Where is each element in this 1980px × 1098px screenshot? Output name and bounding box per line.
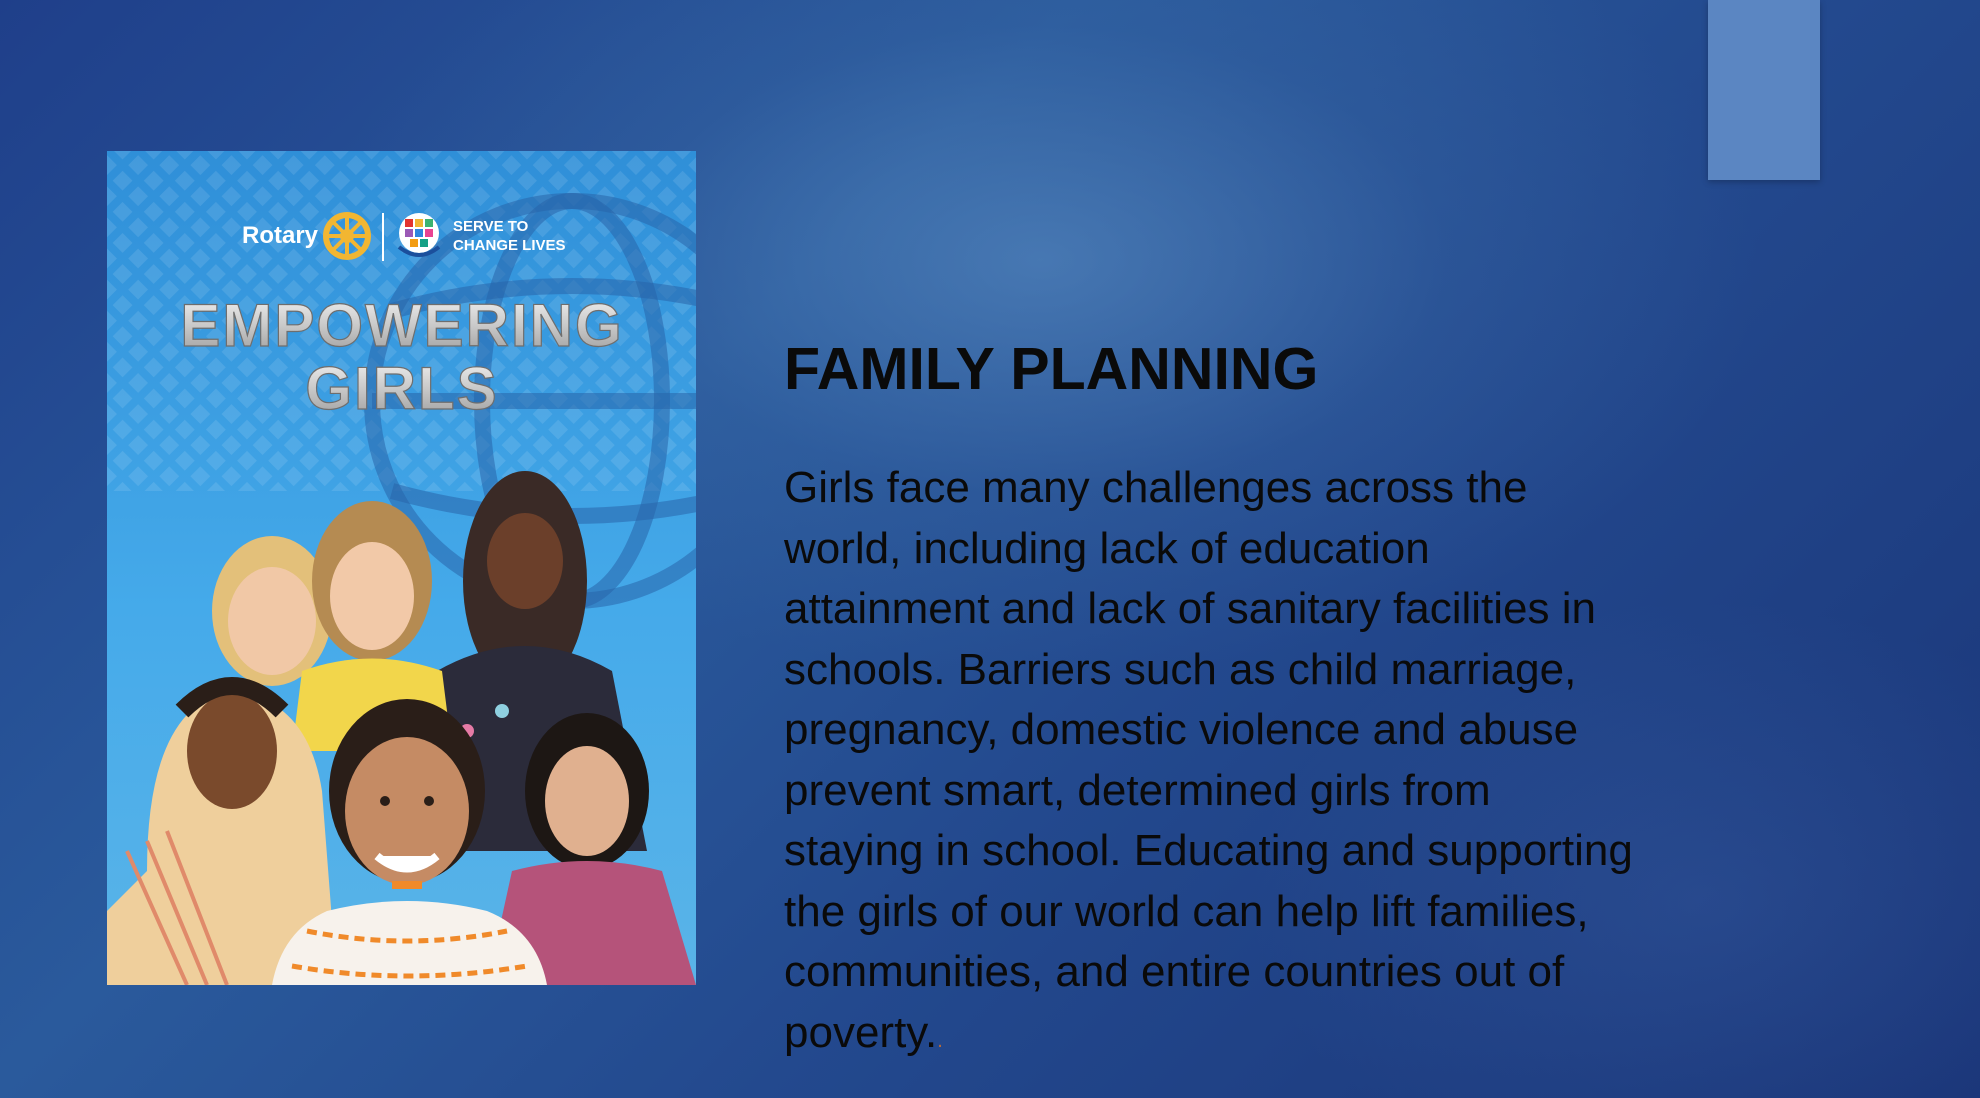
rotary-wordmark: Rotary: [242, 222, 319, 249]
body-line: communities, and entire countries out of: [784, 947, 1565, 996]
body-line: world, including lack of education: [784, 523, 1430, 573]
cover-image: [107, 151, 696, 985]
body-line-last: [784, 1003, 1784, 1072]
tagline-line-1: SERVE TO: [453, 218, 529, 235]
body-line: prevent smart, determined girls from: [784, 765, 1491, 815]
body-line: staying in school. Educating and supporting: [784, 826, 1633, 875]
slide-title: FAMILY PLANNING: [784, 336, 1319, 402]
body-line: Girls face many challenges across the: [784, 463, 1528, 512]
cover-headline-line-2: GIRLS: [305, 355, 499, 422]
rotary-wheel-icon: [326, 215, 368, 257]
accent-bar: [1708, 0, 1820, 180]
cover-headline-line-1: EMPOWERING: [180, 292, 624, 359]
slide-body-text: [784, 458, 1784, 1071]
body-line: pregnancy, domestic violence and abuse: [784, 705, 1579, 754]
body-line: the girls of our world can help lift families,: [784, 886, 1589, 936]
body-line: poverty.: [784, 1007, 938, 1057]
body-line: schools. Barriers such as child marriage,: [784, 644, 1577, 694]
trailing-mark: .: [937, 1029, 943, 1052]
body-line: attainment and lack of sanitary facilities in: [784, 584, 1596, 633]
tagline-line-2: CHANGE LIVES: [453, 237, 566, 254]
